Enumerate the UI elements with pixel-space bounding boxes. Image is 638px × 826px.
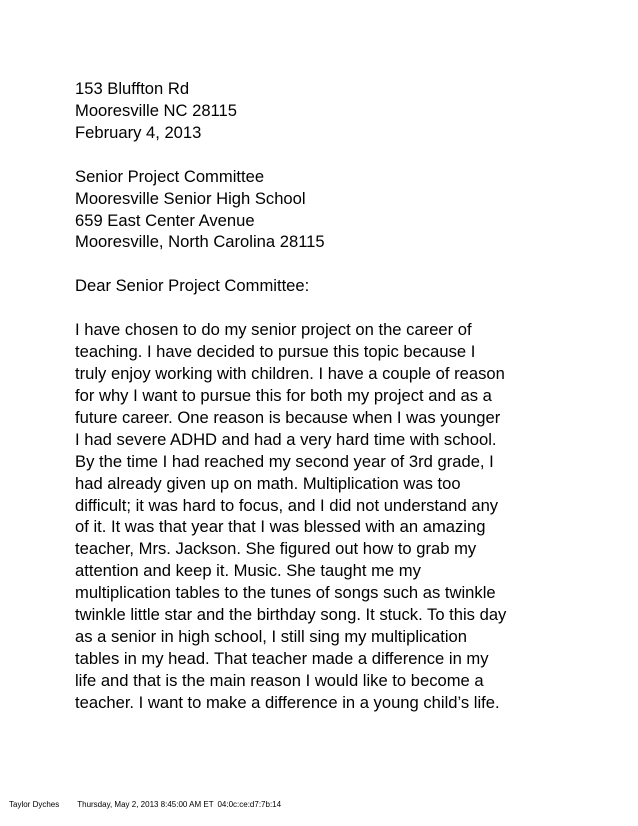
body-line: attention and keep it. Music. She taught me my (75, 561, 421, 581)
body-line: for why I want to pursue this for both my project and as a (75, 385, 492, 405)
body-line: I had severe ADHD and had a very hard time with school. (75, 429, 497, 449)
body-paragraph (75, 319, 575, 713)
body-line: teacher, Mrs. Jackson. She figured out how to grab my (75, 539, 477, 559)
body-line: difficult; it was hard to focus, and I did not understand any (75, 495, 499, 515)
body-line: multiplication tables to the tunes of songs such as twinkle (75, 583, 496, 603)
body-line: tables in my head. That teacher made a difference in my (75, 648, 489, 668)
print-footer (9, 800, 281, 810)
letter (75, 78, 575, 736)
salutation: Dear Senior Project Committee: (75, 276, 310, 296)
body-line: as a senior in high school, I still sing my multiplication (75, 626, 467, 646)
body-line: By the time I had reached my second year of 3rd grade, I (75, 451, 494, 471)
sender-address (75, 78, 575, 144)
footer-device-id: 04:0c:ce:d7:7b:14 (217, 800, 282, 809)
recipient-street: 659 East Center Avenue (75, 210, 255, 230)
recipient-city-state-zip: Mooresville, North Carolina 28115 (75, 232, 325, 252)
sender-city-state-zip: Mooresville NC 28115 (75, 100, 238, 120)
body-line: truly enjoy working with children. I have a couple of reason (75, 364, 505, 384)
body-line: future career. One reason is because when I was younger (75, 407, 501, 427)
footer-timestamp: Thursday, May 2, 2013 8:45:00 AM ET (77, 800, 214, 809)
sender-street: 153 Bluffton Rd (75, 79, 190, 98)
body-line: of it. It was that year that I was blessed with an amazing (75, 517, 486, 537)
body-line: twinkle little star and the birthday song. It stuck. To this day (75, 605, 507, 625)
body-line: teacher. I want to make a difference in a young child’s life. (75, 692, 500, 712)
recipient-school: Mooresville Senior High School (75, 188, 306, 208)
footer-author: Taylor Dyches (9, 800, 60, 809)
recipient-address (75, 166, 575, 254)
body-line: had already given up on math. Multiplication was too (75, 473, 461, 493)
letter-date: February 4, 2013 (75, 122, 202, 142)
body-line: teaching. I have decided to pursue this topic because I (75, 342, 476, 362)
body-line: I have chosen to do my senior project on the career of (75, 320, 472, 340)
body-line: life and that is the main reason I would like to become a (75, 670, 484, 690)
recipient-name: Senior Project Committee (75, 166, 265, 186)
salutation-block (75, 275, 575, 297)
